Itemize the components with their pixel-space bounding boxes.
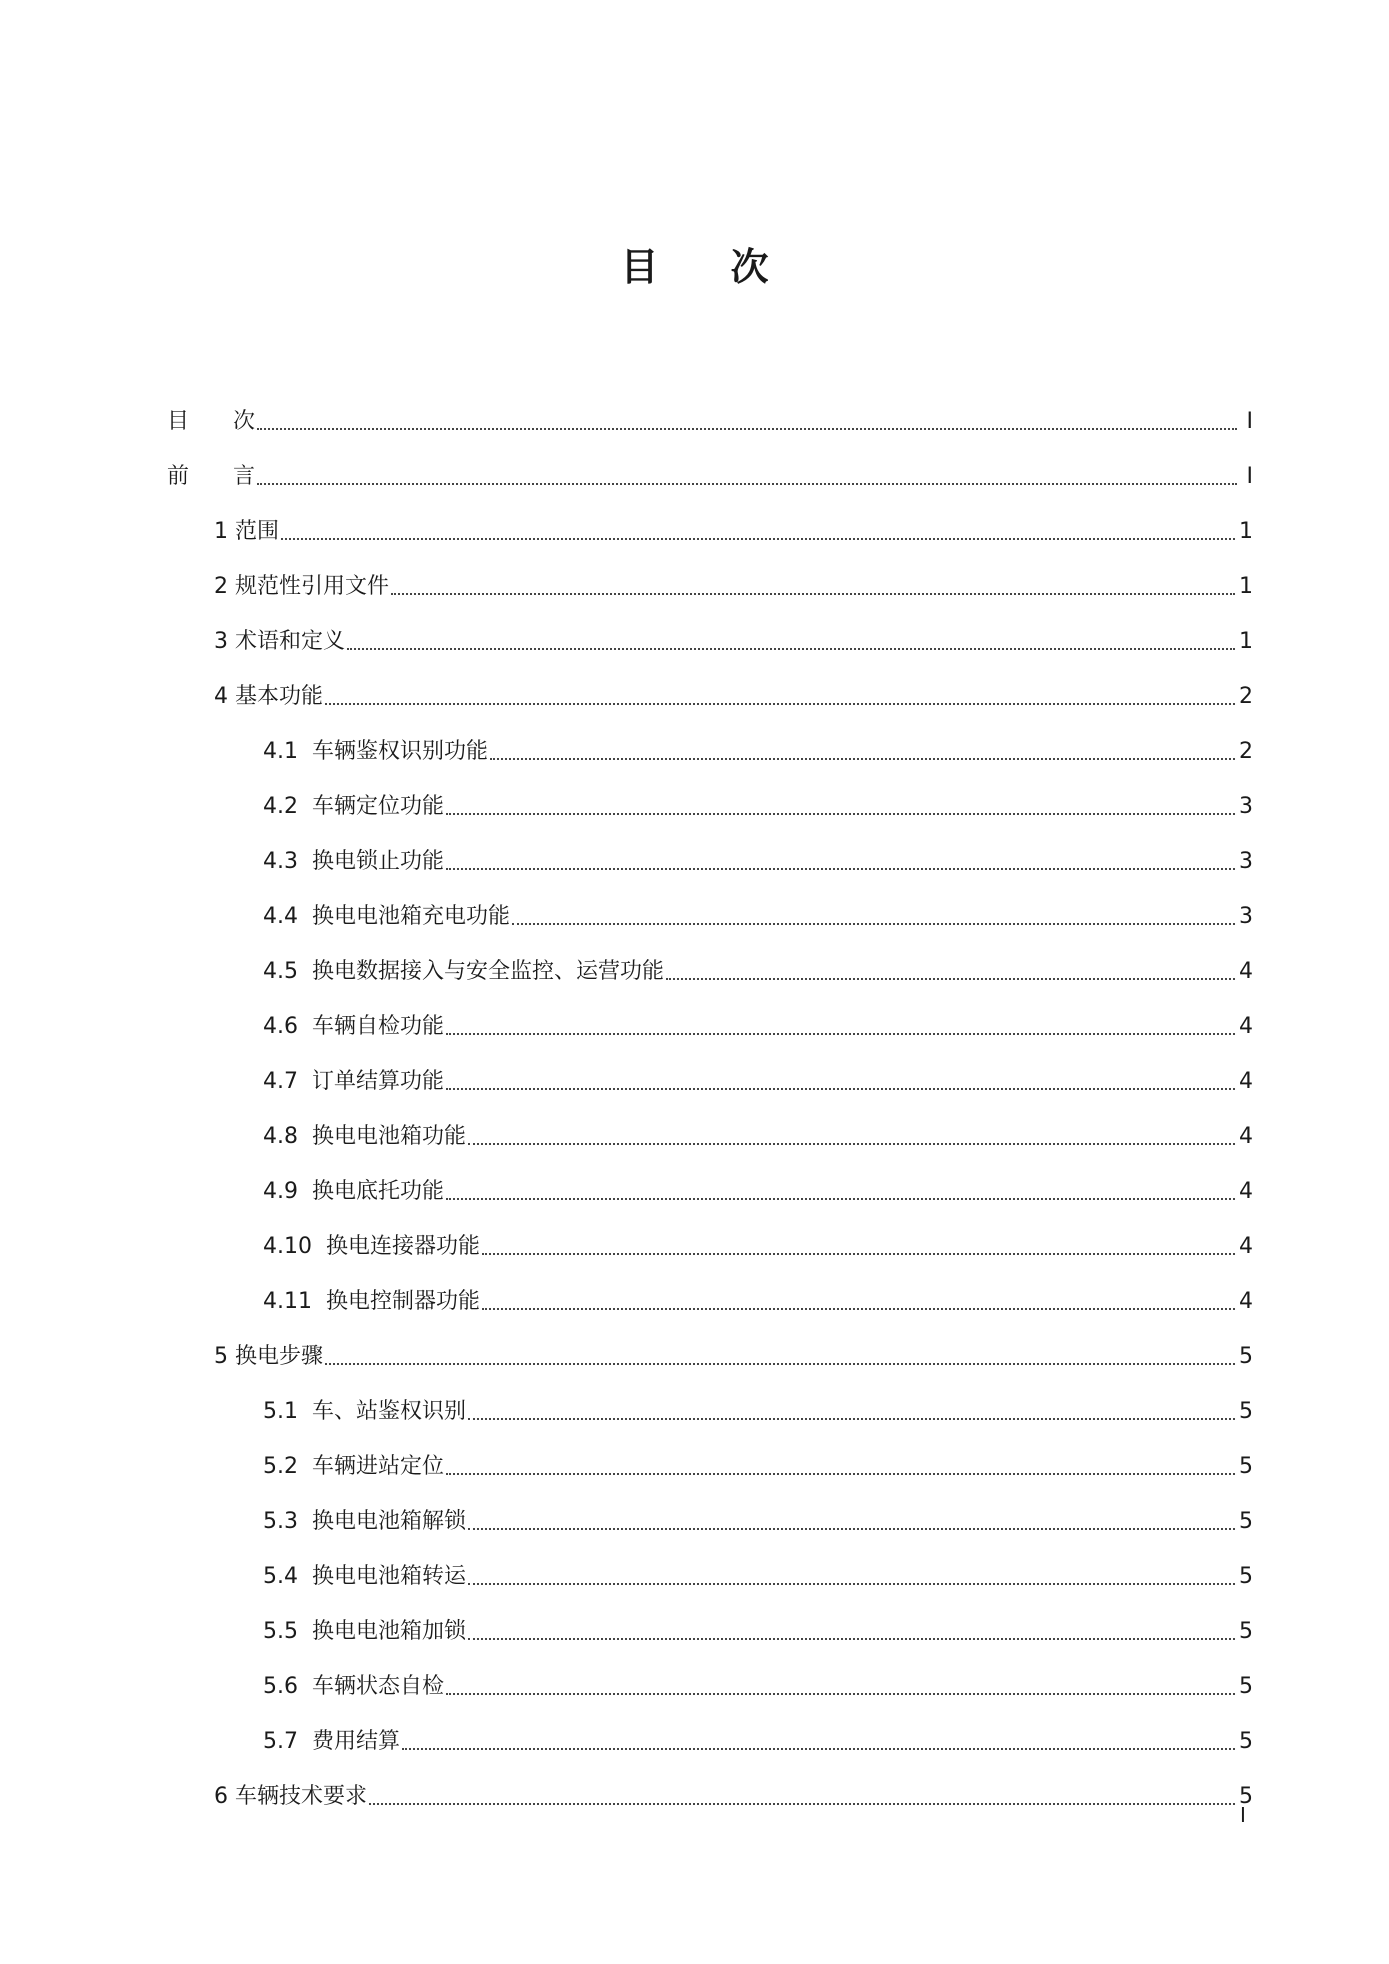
toc-entry-section-4-6[interactable] <box>263 1001 1253 1041</box>
toc-entry-page: 3 <box>1239 849 1253 874</box>
toc-entry-label: 1 范围 <box>214 519 279 544</box>
toc-entry-section-5-2[interactable] <box>263 1441 1253 1481</box>
toc-entry-section-5-3[interactable] <box>263 1496 1253 1536</box>
toc-entry-page: 4 <box>1239 1234 1253 1259</box>
toc-entry-label: 3 术语和定义 <box>214 629 345 654</box>
toc-entry-page: I <box>1246 409 1253 434</box>
toc-entry-section-2[interactable] <box>214 561 1253 601</box>
toc-entry-section-3[interactable] <box>214 616 1253 656</box>
toc-entry-section-4-10[interactable] <box>263 1221 1253 1261</box>
toc-entry-section-1[interactable] <box>214 506 1253 546</box>
toc-entry-page: 5 <box>1239 1784 1253 1809</box>
toc-entry-label: 4.6 车辆自检功能 <box>263 1014 444 1039</box>
toc-entry-page: I <box>1246 464 1253 489</box>
toc-entry-page: 3 <box>1239 904 1253 929</box>
toc-entry-label: 5.5 换电电池箱加锁 <box>263 1619 466 1644</box>
title-char-2: 次 <box>730 245 769 289</box>
toc-entry-label: 4.2 车辆定位功能 <box>263 794 444 819</box>
toc-entry-label: 4.5 换电数据接入与安全监控、运营功能 <box>263 959 664 984</box>
toc-entry-section-5-7[interactable] <box>263 1716 1253 1756</box>
toc-entry-section-4-3[interactable] <box>263 836 1253 876</box>
toc-entry-page: 4 <box>1239 1124 1253 1149</box>
toc-entry-label: 4.10 换电连接器功能 <box>263 1234 480 1259</box>
toc-entry-page: 4 <box>1239 959 1253 984</box>
toc-entry-page: 5 <box>1239 1509 1253 1534</box>
toc-entry-label: 4.3 换电锁止功能 <box>263 849 444 874</box>
toc-entry-page: 5 <box>1239 1399 1253 1424</box>
toc-entry-section-5[interactable] <box>214 1331 1253 1371</box>
toc-entry-label: 4.8 换电电池箱功能 <box>263 1124 466 1149</box>
page-title <box>0 236 1389 291</box>
toc-entry-label: 4 基本功能 <box>214 684 323 709</box>
toc-entry-section-4[interactable] <box>214 671 1253 711</box>
toc-entry-page: 1 <box>1239 519 1253 544</box>
toc-entry-label: 5.4 换电电池箱转运 <box>263 1564 466 1589</box>
toc-entry-label: 5.1 车、站鉴权识别 <box>263 1399 466 1424</box>
toc-entry-page: 2 <box>1239 684 1253 709</box>
toc-entry-section-4-11[interactable] <box>263 1276 1253 1316</box>
toc-entry-label: 5.7 费用结算 <box>263 1729 400 1754</box>
toc-entry-section-5-1[interactable] <box>263 1386 1253 1426</box>
toc-entry-section-6[interactable] <box>214 1771 1253 1811</box>
title-char-1: 目 <box>620 245 659 289</box>
toc-entry-label: 目 次 <box>167 409 256 434</box>
toc-entry-page: 1 <box>1239 574 1253 599</box>
toc-entry-page: 4 <box>1239 1289 1253 1314</box>
toc-entry-label: 4.1 车辆鉴权识别功能 <box>263 739 488 764</box>
toc-entry-section-4-4[interactable] <box>263 891 1253 931</box>
toc-entry-section-4-8[interactable] <box>263 1111 1253 1151</box>
toc-entry-label: 前 言 <box>167 464 256 489</box>
toc-entry-section-5-5[interactable] <box>263 1606 1253 1646</box>
toc-entry-label: 4.9 换电底托功能 <box>263 1179 444 1204</box>
toc-entry-label: 5.6 车辆状态自检 <box>263 1674 444 1699</box>
toc-entry-section-4-1[interactable] <box>263 726 1253 766</box>
toc-entry-label: 4.7 订单结算功能 <box>263 1069 444 1094</box>
toc-entry-label: 4.11 换电控制器功能 <box>263 1289 480 1314</box>
toc-entry-label: 2 规范性引用文件 <box>214 574 389 599</box>
toc-entry-page: 1 <box>1239 629 1253 654</box>
toc-entry-section-4-5[interactable] <box>263 946 1253 986</box>
toc-entry-section-5-6[interactable] <box>263 1661 1253 1701</box>
toc-entry-foreword[interactable] <box>167 451 1253 491</box>
toc-entry-section-4-9[interactable] <box>263 1166 1253 1206</box>
toc-entry-label: 5.3 换电电池箱解锁 <box>263 1509 466 1534</box>
toc-entry-page: 4 <box>1239 1014 1253 1039</box>
toc-entry-page: 5 <box>1239 1619 1253 1644</box>
toc-entry-page: 5 <box>1239 1564 1253 1589</box>
toc-entry-section-5-4[interactable] <box>263 1551 1253 1591</box>
toc-entry-page: 3 <box>1239 794 1253 819</box>
toc-entry-page: 2 <box>1239 739 1253 764</box>
toc-entry-contents[interactable] <box>167 396 1253 436</box>
toc-entry-label: 5 换电步骤 <box>214 1344 323 1369</box>
toc-entry-page: 5 <box>1239 1674 1253 1699</box>
footer-page-number: I <box>1240 1803 1246 1827</box>
toc-entry-label: 6 车辆技术要求 <box>214 1784 367 1809</box>
toc-entry-label: 5.2 车辆进站定位 <box>263 1454 444 1479</box>
toc-entry-page: 4 <box>1239 1069 1253 1094</box>
toc-entry-section-4-7[interactable] <box>263 1056 1253 1096</box>
toc-entry-page: 5 <box>1239 1344 1253 1369</box>
toc-entry-page: 5 <box>1239 1454 1253 1479</box>
toc-entry-label: 4.4 换电电池箱充电功能 <box>263 904 510 929</box>
toc-entry-section-4-2[interactable] <box>263 781 1253 821</box>
toc-entry-page: 5 <box>1239 1729 1253 1754</box>
toc-entry-page: 4 <box>1239 1179 1253 1204</box>
